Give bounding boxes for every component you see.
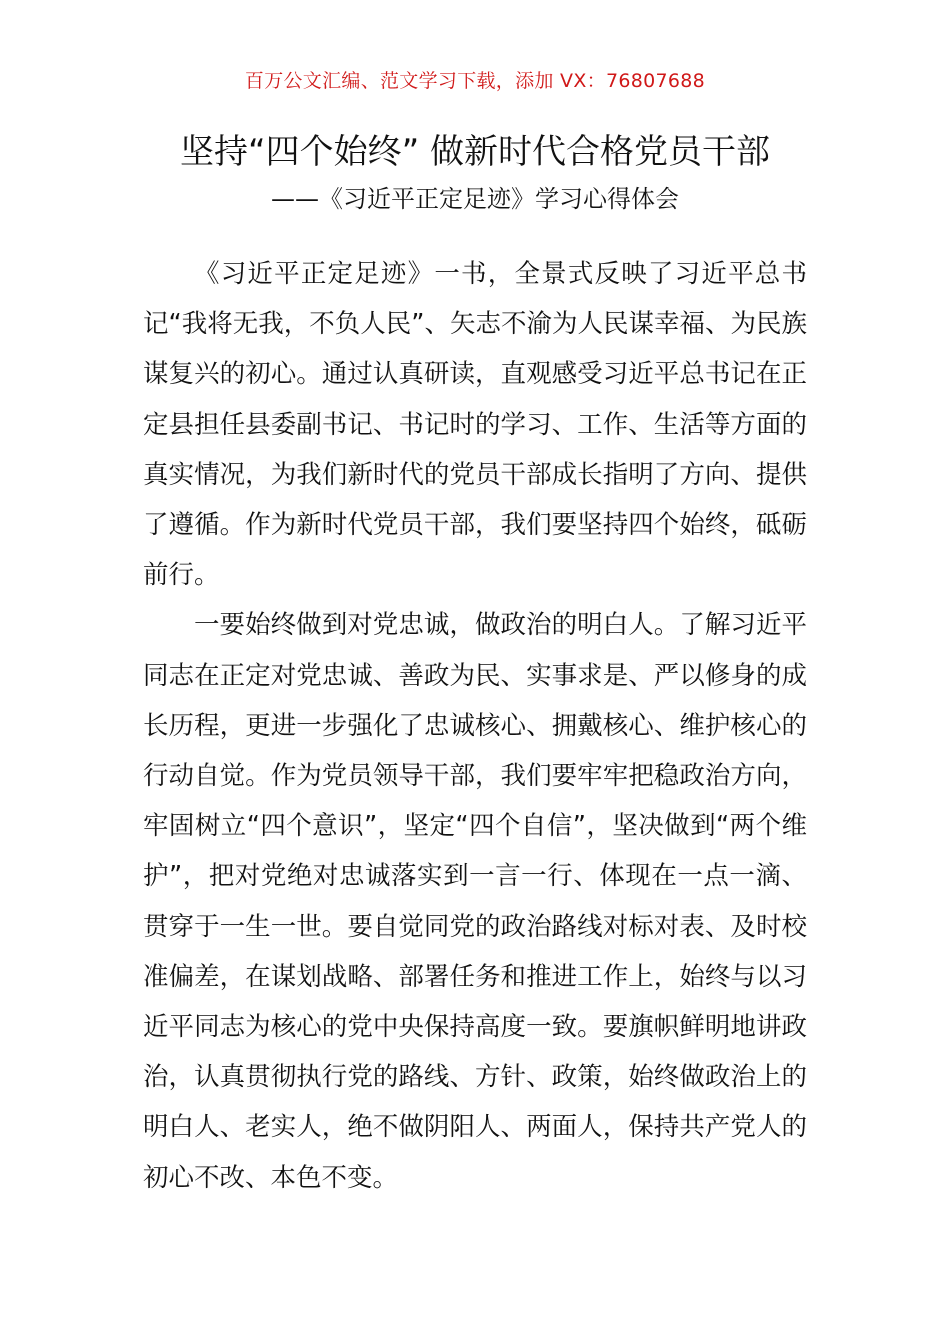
paragraph-loyalty: 一要始终做到对党忠诚，做政治的明白人。了解习近平同志在正定对党忠诚、善政为民、实事求是、严以修身的成长历程，更进一步强化了忠诚核心、拥戴核心、维护核心的行动自觉。作为党员领导干部，我们要牢牢把稳政治方向，牢固树立“四个意识”，坚定“四个自信”，坚决做到“两个维护”，把对党绝对忠诚落实到一言一行、体现在一点一滴、贯穿于一生一世。要自觉同党的政治路线对标对表、及时校准偏差，在谋划战略、部署任务和推进工作上，始终与以习近平同志为核心的党中央保持高度一致。要旗帜鲜明地讲政治，认真贯彻执行党的路线、方针、政策，始终做政治上的明白人、老实人，绝不做阴阳人、两面人，保持共产党人的初心不改、本色不变。	[143, 610, 807, 1193]
body-text	[143, 249, 807, 1203]
page-subtitle: ——《习近平正定足迹》学习心得体会	[271, 185, 679, 213]
paragraph-intro: 《习近平正定足迹》一书，全景式反映了习近平总书记“我将无我，不负人民”、矢志不渝为人民谋幸福、为民族谋复兴的初心。通过认真研读，直观感受习近平总书记在正定县担任县委副书记、书记时的学习、工作、生活等方面的真实情况，为我们新时代的党员干部成长指明了方向、提供了遵循。作为新时代党员干部，我们要坚持四个始终，砥砺前行。	[143, 259, 807, 591]
page-title: 坚持“四个始终” 做新时代合格党员干部	[179, 132, 771, 172]
header-note: 百万公文汇编、范文学习下载，添加 VX：76807688	[244, 70, 706, 92]
